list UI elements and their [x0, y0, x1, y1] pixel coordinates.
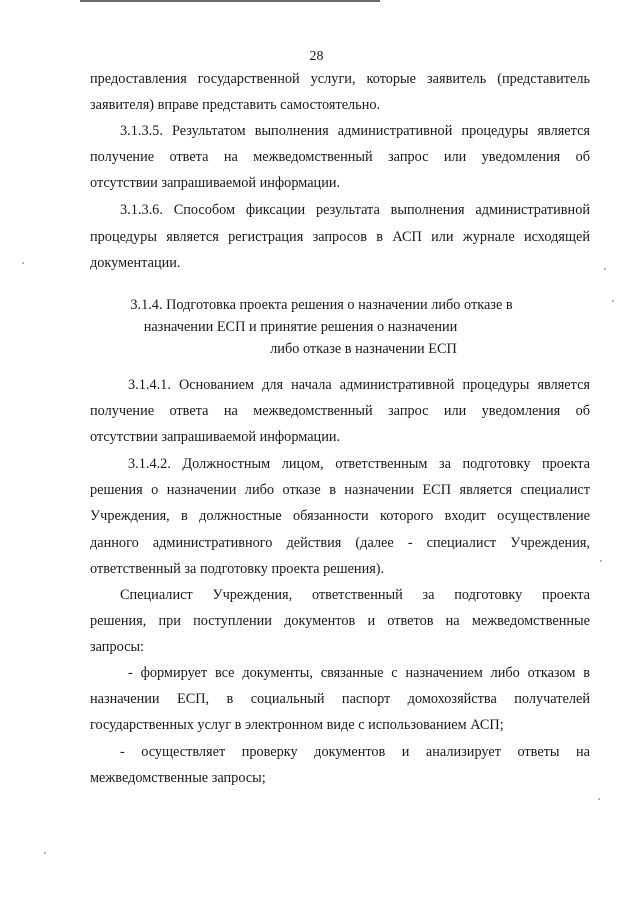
scan-top-edge-rule — [80, 0, 380, 2]
paragraph-line: заявителя) вправе представить самостоятельно. — [90, 97, 381, 113]
scan-speck — [22, 262, 24, 264]
paragraph-line-indented: 3.1.3.5. Результатом выполнения административной процедуры является — [120, 123, 590, 139]
paragraph-line: процедуры является регистрация запросов в АСП или журнале исходящей — [90, 229, 590, 245]
scan-speck — [612, 300, 614, 302]
list-item-line: - формирует все документы, связанные с назначением либо отказом в — [128, 665, 590, 681]
paragraph-line: отсутствии запрашиваемой информации. — [90, 429, 341, 445]
page-number: 28 — [309, 49, 324, 64]
paragraph-line: данного административного действия (далее - специалист Учреждения, — [90, 535, 590, 551]
scan-speck — [44, 852, 46, 854]
paragraph-line: решения, при поступлении документов и ответов на межведомственные — [90, 613, 590, 629]
list-item-line: государственных услуг в электронном виде с использованием АСП; — [90, 717, 504, 733]
section-heading-line: назначении ЕСП и принятие решения о назначении — [143, 319, 458, 335]
paragraph-line: запросы: — [90, 639, 145, 655]
paragraph-line: решения о назначении либо отказе в назначении ЕСП является специалист — [90, 482, 590, 498]
paragraph-line: предоставления государственной услуги, которые заявитель (представитель — [90, 71, 590, 87]
paragraph-line-indented: 3.1.3.6. Способом фиксации результата выполнения административной — [120, 202, 590, 218]
paragraph-line: Учреждения, в должностные обязанности которого входит осуществление — [90, 508, 590, 524]
list-item-line: межведомственные запросы; — [90, 770, 266, 786]
paragraph-line: получение ответа на межведомственный запрос или уведомления об — [90, 403, 590, 419]
paragraph-line: документации. — [90, 255, 181, 271]
paragraph-line-indented: 3.1.4.2. Должностным лицом, ответственным за подготовку проекта — [128, 456, 590, 472]
scan-speck — [598, 798, 600, 800]
list-item-line: - осуществляет проверку документов и анализирует ответы на — [120, 744, 590, 760]
paragraph-line-indented: Специалист Учреждения, ответственный за подготовку проекта — [120, 587, 590, 603]
scan-speck — [600, 560, 602, 562]
section-heading-line: либо отказе в назначении ЕСП — [270, 341, 457, 357]
list-item-line: назначении ЕСП, в социальный паспорт домохозяйства получателей — [90, 691, 590, 707]
section-heading-line: 3.1.4. Подготовка проекта решения о назначении либо отказе в — [130, 297, 513, 313]
scan-speck — [604, 268, 606, 270]
paragraph-line-indented: 3.1.4.1. Основанием для начала административной процедуры является — [128, 377, 590, 393]
paragraph-line: отсутствии запрашиваемой информации. — [90, 175, 341, 191]
paragraph-line: получение ответа на межведомственный запрос или уведомления об — [90, 149, 590, 165]
paragraph-line: ответственный за подготовку проекта решения). — [90, 561, 385, 577]
